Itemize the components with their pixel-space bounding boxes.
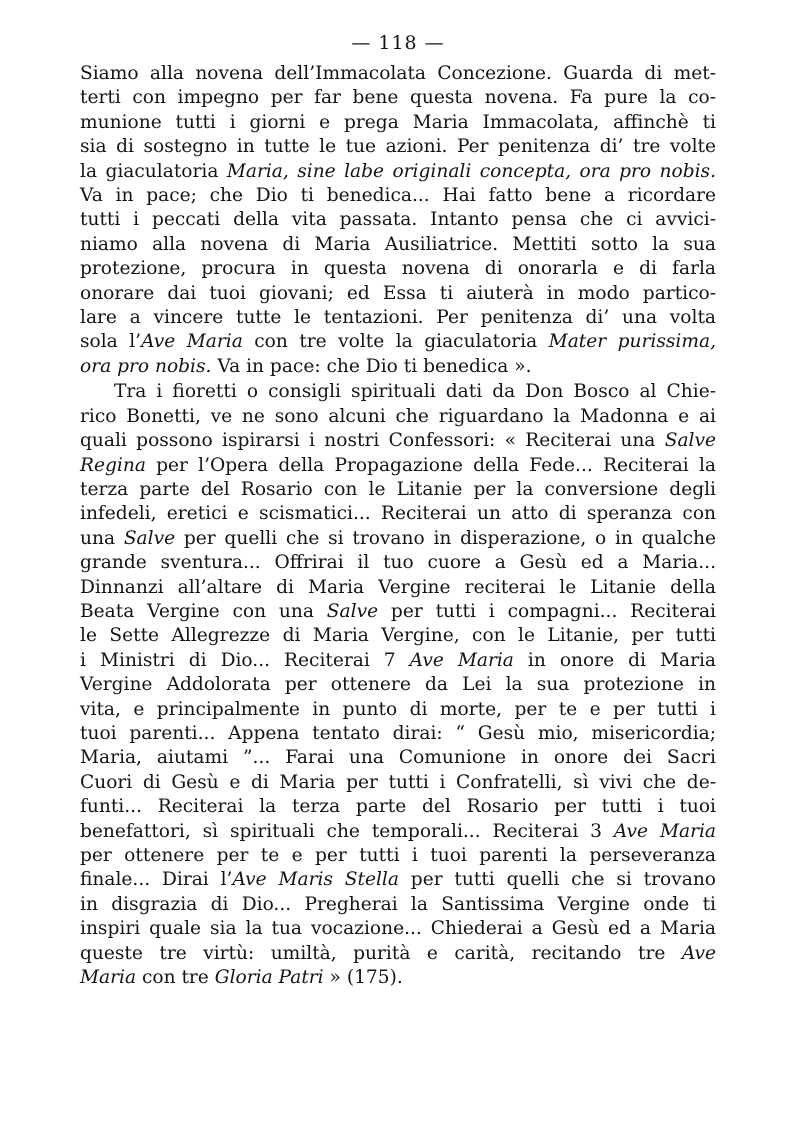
text-line [80, 380, 716, 404]
text-line [80, 746, 716, 770]
text-line [80, 820, 716, 844]
text-segment: finale... Dirai l’ [80, 869, 233, 891]
text-line [80, 600, 716, 624]
text-segment: Va in pace: che Dio ti benedica ». [211, 355, 532, 377]
text-line [80, 942, 716, 966]
text-segment: per tutti quelli che si trovano [398, 869, 716, 891]
text-line [80, 208, 716, 232]
text-segment: Va in pace; che Dio ti benedica... Hai fatto bene a ricordare [80, 185, 716, 207]
page-number: — 118 — [351, 32, 445, 54]
text-line [80, 527, 716, 551]
text-segment: con tre volte la giaculatoria [242, 331, 549, 353]
italic-phrase: Salve [123, 527, 176, 549]
text-segment: Cuori di Gesù e di Maria per tutti i Confratelli, sì vivi che de- [80, 771, 716, 793]
text-segment: » (175). [323, 967, 403, 989]
text-line [80, 135, 716, 159]
text-line [80, 160, 716, 184]
text-line [80, 795, 716, 819]
italic-phrase: Mater purissima, [548, 331, 716, 353]
text-segment: onorare dai tuoi giovani; ed Essa ti aiuterà in modo partico- [80, 282, 716, 304]
text-segment: lare a vincere tutte le tentazioni. Per penitenza di’ una volta [80, 307, 716, 329]
italic-phrase: Maria [80, 967, 137, 989]
text-segment: niamo alla novena di Maria Ausiliatrice. Mettiti sotto la sua [80, 233, 716, 255]
text-line [80, 576, 716, 600]
italic-phrase: ora pro nobis. [80, 355, 212, 377]
text-line [80, 844, 716, 868]
text-line [80, 282, 716, 306]
italic-phrase: Salve [664, 430, 716, 452]
text-line [80, 454, 716, 478]
text-segment: una [80, 527, 124, 549]
italic-phrase: Ave Maria [613, 820, 716, 842]
text-line [80, 917, 716, 941]
text-segment: le Sette Allegrezze di Maria Vergine, con le Litanie, per tutti [80, 625, 716, 647]
text-segment: infedeli, eretici e scismatici... Reciterai un atto di speranza con [80, 503, 716, 525]
text-segment: rico Bonetti, ve ne sono alcuni che riguardano la Madonna e ai [80, 405, 716, 427]
text-line [80, 624, 716, 648]
text-line [80, 966, 716, 990]
text-segment: Siamo alla novena dell’Immacolata Concezione. Guarda di met- [80, 63, 716, 84]
text-segment: in onore di Maria [513, 649, 717, 671]
text-segment: funti... Reciterai la terza parte del Rosario per tutti i tuoi [80, 796, 716, 818]
italic-phrase: Ave Maria [141, 331, 243, 353]
text-segment: benefattori, sì spirituali che temporali... Reciterai 3 [80, 820, 614, 842]
text-line [80, 86, 716, 110]
italic-phrase: Regina [80, 454, 146, 476]
text-line [80, 330, 716, 354]
text-segment: per quelli che si trovano in disperazione, o in qualche [175, 527, 716, 549]
text-segment: Tra i fioretti o consigli spirituali dati da Don Bosco al Chie- [114, 381, 716, 403]
text-segment: tuoi parenti... Appena tentato dirai: “ Gesù mio, misericordia; [80, 722, 716, 744]
text-line [80, 698, 716, 722]
text-segment: grande sventura... Offrirai il tuo cuore a Gesù ed a Maria... [80, 552, 716, 574]
text-segment: Vergine Addolorata per ottenere da Lei la sua protezione in [80, 674, 716, 696]
text-line [80, 233, 716, 257]
text-line [80, 673, 716, 697]
text-line [80, 355, 716, 379]
text-segment: munione tutti i giorni e prega Maria Immacolata, affinchè ti [80, 111, 716, 133]
text-segment: Maria, aiutami ”... Farai una Comunione in onore dei Sacri [80, 747, 716, 769]
text-segment: per ottenere per te e per tutti i tuoi parenti la perseveranza [80, 845, 716, 866]
text-line [80, 771, 716, 795]
italic-phrase: Maria, sine labe originali concepta, ora pro nobis. [226, 160, 716, 182]
text-segment: per tutti i compagni... Reciterai [378, 600, 716, 622]
text-line [80, 257, 716, 281]
paragraph [80, 62, 716, 379]
text-segment: terti con impegno per far bene questa novena. Fa pure la co- [80, 87, 716, 109]
italic-phrase: Gloria Patri [214, 967, 324, 989]
italic-phrase: Ave [681, 942, 716, 964]
text-segment: Beata Vergine con una [80, 600, 327, 622]
text-segment: quali possono ispirarsi i nostri Confessori: « Reciterai una [80, 430, 665, 452]
text-segment: in disgrazia di Dio... Pregherai la Santissima Vergine onde ti [80, 893, 716, 915]
text-segment: tutti i peccati della vita passata. Intanto pensa che ci avvici- [80, 209, 716, 231]
text-line [80, 306, 716, 330]
text-line [80, 722, 716, 746]
paragraph [80, 380, 716, 990]
text-segment: sia di sostegno in tutte le tue azioni. Per penitenza di’ tre volte [80, 136, 716, 158]
text-segment: Dinnanzi all’altare di Maria Vergine reciterai le Litanie della [80, 576, 716, 598]
body-text [80, 62, 716, 990]
text-line [80, 551, 716, 575]
text-line [80, 478, 716, 502]
text-line [80, 405, 716, 429]
text-segment: vita, e principalmente in punto di morte, per te e per tutti i [80, 698, 716, 720]
text-line [80, 184, 716, 208]
text-line [80, 502, 716, 526]
text-segment: queste tre virtù: umiltà, purità e carità, recitando tre [80, 942, 682, 964]
text-line [80, 62, 716, 86]
text-segment: la giaculatoria [80, 160, 227, 182]
text-line [80, 111, 716, 135]
text-line [80, 893, 716, 917]
text-segment: terza parte del Rosario con le Litanie per la conversione degli [80, 478, 716, 500]
italic-phrase: Ave Maris Stella [232, 869, 399, 891]
text-segment: i Ministri di Dio... Reciterai 7 [80, 649, 410, 671]
text-segment: sola l’ [80, 331, 142, 353]
text-segment: inspiri quale sia la tua vocazione... Chiederai a Gesù ed a Maria [80, 918, 716, 940]
text-segment: protezione, procura in questa novena di onorarla e di farla [80, 258, 716, 280]
text-segment: con tre [136, 967, 215, 989]
book-page [80, 32, 716, 990]
text-segment: per l’Opera della Propagazione della Fede... Reciterai la [145, 454, 716, 476]
text-line [80, 429, 716, 453]
italic-phrase: Salve [326, 600, 379, 622]
text-line [80, 649, 716, 673]
italic-phrase: Ave Maria [409, 649, 514, 671]
text-line [80, 868, 716, 892]
